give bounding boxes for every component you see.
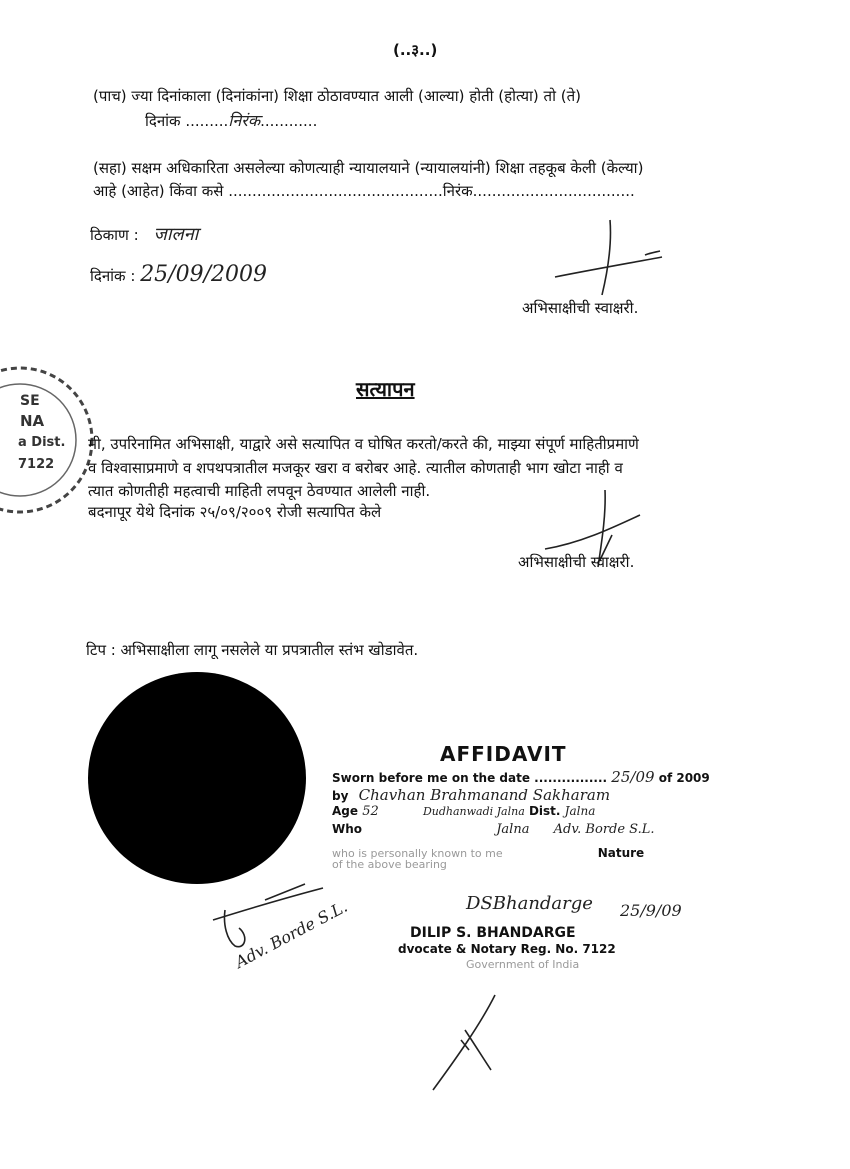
age-line [332,804,595,819]
notary-signature-hand: DSBhandarge [466,893,593,914]
clause-6-line-1: (सहा) सक्षम अधिकारिता असलेल्या कोणत्याही न्यायालयाने (न्यायालयांनी) शिक्षा तहकूब केली (केल्या) [93,159,644,177]
line-4-faint: who is personally known to me [332,847,503,860]
age-hand: 52 [362,804,379,819]
verification-line-2: व विश्वासाप्रमाणे व शपथपत्रातील मजकूर खरा व बरोबर आहे. त्यातील कोणताही भाग खोटा नाही व [88,459,623,477]
who-hand-2: Adv. Borde S.L. [553,822,655,837]
notary-reg: dvocate & Notary Reg. No. 7122 [398,942,616,956]
notary-seal-blot [88,672,306,884]
date-value: 25/09/2009 [140,262,267,287]
date-label: दिनांक : [90,267,136,285]
who-line [332,822,655,837]
affidavit-title: AFFIDAVIT [440,742,567,766]
notary-sub: Government of India [466,958,580,971]
verification-heading: सत्यापन [356,377,415,401]
sworn-year: of 2009 [658,771,710,785]
page-number: (..३..) [393,41,438,59]
clause-5-date-value: निरंक [228,111,261,130]
deponent-signature-1 [550,215,670,305]
stamp-text-1: SE [20,393,40,409]
verification-place-date: बदनापूर येथे दिनांक २५/०९/२००९ रोजी सत्यापित केले [88,503,382,521]
sworn-line [332,768,710,786]
place-value: जालना [153,224,199,245]
clause-5-line-2 [145,109,317,131]
clause-5-line-1: (पाच) ज्या दिनांकाला (दिनांकांना) शिक्षा ठोठावण्यात आली (आल्या) होती (होत्या) तो (ते) [93,87,581,105]
sworn-label: Sworn before me on the date ................ [332,771,608,785]
notary-date-hand: 25/9/09 [620,901,682,920]
stamp-text-4: 7122 [18,457,55,472]
left-round-stamp [0,360,100,520]
place-label: ठिकाण : [90,226,139,244]
bottom-signature [425,990,515,1100]
date-row [90,262,267,287]
age-label: Age [332,804,359,818]
who-label: Who [332,822,363,836]
verification-line-1: मी, उपरिनामित अभिसाक्षी, याद्वारे असे सत्यापित व घोषित करतो/करते की, माझ्या संपूर्ण माहितीप्रमाणे [88,435,639,453]
clause-5-date-dots: ............ [260,112,318,130]
stamp-text-3: a Dist. [18,435,66,450]
by-label: by [332,789,349,803]
signature-label-2: अभिसाक्षीची स्वाक्षरी. [518,553,635,571]
line-4-bold: Nature [597,846,645,860]
who-hand-1: Jalna [496,822,530,837]
dist-hand: Jalna [564,804,596,818]
by-hand: Chavhan Brahmanand Sakharam [358,786,611,804]
by-line [332,786,610,804]
stamp-text-2: NA [20,412,45,430]
notary-name: DILIP S. BHANDARGE [410,925,576,941]
clause-6-line-2: आहे (आहेत) किंवा कसे .............................................निरंक.................................. [93,182,635,200]
place-row [90,222,198,246]
sworn-date-hand: 25/09 [611,768,655,786]
line-5: of the above bearing [332,858,447,871]
verification-line-3: त्यात कोणतीही महत्वाची माहिती लपवून ठेवण्यात आलेली नाही. [88,482,431,500]
dist-label: Dist. [528,804,561,818]
footnote: टिप : अभिसाक्षीला लागू नसलेले या प्रपत्रातील स्तंभ खोडावेत. [86,641,419,659]
signature-label-1: अभिसाक्षीची स्वाक्षरी. [522,299,639,317]
age-hand-extra: Dudhanwadi Jalna [422,805,525,818]
advocate-name-hand: Adv. Borde S.L. [232,896,351,972]
clause-5-date-label: दिनांक ......... [145,112,229,130]
